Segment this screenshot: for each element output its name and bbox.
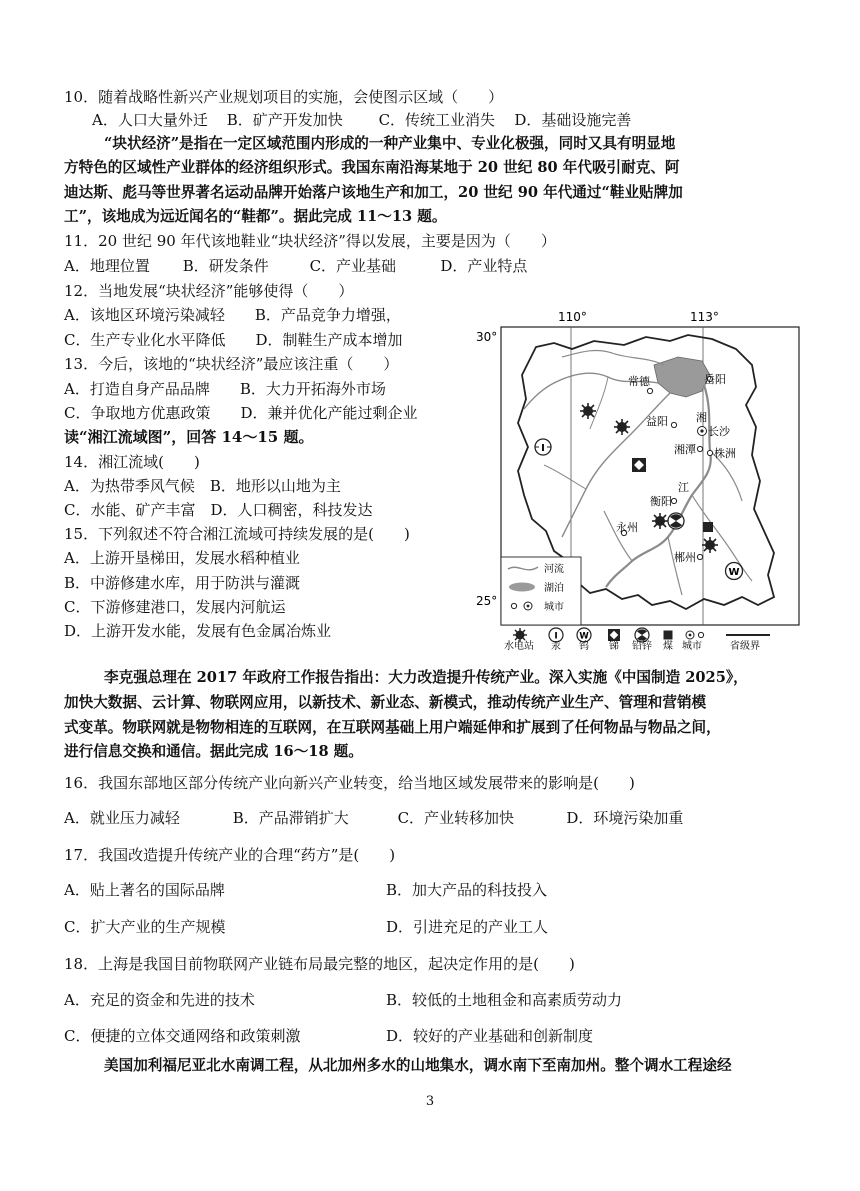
q13-options-row-2: C．争取地方优惠政策 D．兼并优化产能过剩企业 <box>64 404 418 422</box>
q15-option-a: A．上游开垦梯田，发展水稻种植业 <box>64 549 300 567</box>
passage2-line-1: 李克强总理在 2017 年政府工作报告指出：大力改造提升传统产业。深入实施《中国制造 2025》， <box>104 669 748 686</box>
q11-option-b: B．研发条件 <box>182 257 269 275</box>
q17-stem: 17．我国改造提升传统产业的合理“药方”是( ) <box>64 846 396 864</box>
legend-label: 省级界 <box>730 641 760 650</box>
city-label: 永州 <box>616 521 638 534</box>
city-changsha <box>698 424 731 438</box>
legend-coal-icon <box>664 631 673 640</box>
passage3-line-1: 美国加利福尼亚北水南调工程，从北加州多水的山地集水，调水南下至南加州。整个调水工程途经 <box>104 1057 732 1074</box>
antimony-mine-icon <box>632 458 646 472</box>
legend-tungsten-icon <box>577 628 591 642</box>
q18-option-d: D．较好的产业基础和创新制度 <box>386 1027 594 1045</box>
q15-stem: 15．下列叙述不符合湘江流域可持续发展的是( ) <box>64 525 410 543</box>
passage1-line-4: 工”，该地成为远近闻名的“鞋都”。据此完成 11～13 题。 <box>64 208 447 225</box>
hydropower-station-icon <box>580 403 596 419</box>
q16-options <box>64 808 683 828</box>
q10-option-b: B．矿产开发加快 <box>226 111 343 129</box>
city-label: 株洲 <box>714 447 736 460</box>
city-label: 长沙 <box>708 425 730 438</box>
q10-option-d: D．基础设施完善 <box>514 111 632 129</box>
q18-option-a: A．充足的资金和先进的技术 <box>64 991 255 1009</box>
hydropower-station-icon <box>702 537 718 553</box>
tributary-river <box>692 495 752 581</box>
dongting-lake <box>654 357 710 397</box>
svg-text:I: I <box>541 443 545 454</box>
legend-label: 钨 <box>579 641 589 650</box>
q16-option-c: C．产业转移加快 <box>397 809 515 827</box>
legend-label: 锑 <box>609 641 619 650</box>
legend-city-icon <box>686 631 704 639</box>
q16-option-b: B．产品滞销扩大 <box>232 809 349 827</box>
q18-option-c: C．便捷的立体交通网络和政策刺激 <box>64 1027 301 1045</box>
city-xiangtan <box>674 442 703 456</box>
q10-stem: 10．随着战略性新兴产业规划项目的实施，会使图示区域（ ） <box>64 88 504 106</box>
city-label: 衡阳 <box>650 495 672 508</box>
inset-legend <box>501 557 581 625</box>
city-changde <box>628 374 653 394</box>
q12-options-row-1: A．该地区环境污染减轻 B．产品竞争力增强， <box>64 306 401 324</box>
q17-option-d: D．引进充足的产业工人 <box>386 918 549 936</box>
svg-text:W: W <box>728 567 740 578</box>
river-label-xiang: 湘 <box>696 411 707 424</box>
passage2-line-4: 进行信息交换和通信。据此完成 16～18 题。 <box>64 743 363 760</box>
lead-zinc-mine-icon <box>668 513 684 529</box>
q14-options-row-2: C．水能、矿产丰富 D．人口稠密，科技发达 <box>64 501 373 519</box>
inset-legend-lake: 湖泊 <box>544 583 564 594</box>
legend-label: 煤 <box>663 641 673 650</box>
coal-mine-icon <box>703 522 713 532</box>
svg-text:W: W <box>579 631 589 642</box>
q11-option-a: A．地理位置 <box>64 257 150 275</box>
q16-stem: 16．我国东部地区部分传统产业向新兴产业转变，给当地区域发展带来的影响是( ) <box>64 774 635 792</box>
legend-lead-zinc-icon <box>635 628 649 642</box>
legend-label: 城市 <box>682 641 702 650</box>
q11-option-d: D．产业特点 <box>440 257 528 275</box>
city-label: 岳阳 <box>704 373 726 386</box>
bottom-legend <box>504 628 770 650</box>
tributary-river <box>668 537 682 595</box>
q15-option-c: C．下游修建港口，发展内河航运 <box>64 598 286 616</box>
q12-options-row-2: C．生产专业化水平降低 D．制鞋生产成本增加 <box>64 331 403 349</box>
passage2-line-3: 式变革。物联网就是物物相连的互联网，在互联网基础上用户端延伸和扩展到了任何物品与物品之间， <box>64 719 721 736</box>
hydropower-station-icon <box>652 513 668 529</box>
q11-stem: 11．20 世纪 90 年代该地鞋业“块状经济”得以发展，主要是因为（ ） <box>64 232 556 250</box>
city-label: 郴州 <box>674 551 696 564</box>
legend-label: 水电站 <box>504 641 534 650</box>
city-chenzhou <box>674 550 703 564</box>
lat-label-30: 30° <box>476 330 498 344</box>
legend-hydropower-icon <box>513 628 527 642</box>
q16-option-d: D．环境污染加重 <box>566 809 684 827</box>
q15-option-b: B．中游修建水库，用于防洪与灌溉 <box>64 574 301 592</box>
legend-label: 铅锌 <box>632 641 652 650</box>
legend-mercury-icon <box>549 628 563 642</box>
q14-options-row-1: A．为热带季风气候 B．地形以山地为主 <box>64 477 341 495</box>
xiangjiang-basin-map <box>474 305 804 650</box>
city-yongzhou <box>616 521 638 536</box>
page-number: 3 <box>425 1094 435 1109</box>
passage2-line-2: 加快大数据、云计算、物联网应用，以新技术、新业态、新模式，推动传统产业生产、管理和营销模 <box>64 694 707 711</box>
legend-antimony-icon <box>608 629 620 641</box>
q14-stem: 14．湘江流域( ) <box>64 453 200 471</box>
q18-stem: 18．上海是我国目前物联网产业链布局最完整的地区，起决定作用的是( ) <box>64 955 575 973</box>
passage1-line-3: 迪达斯、彪马等世界著名运动品牌开始落户该地生产和加工，20 世纪 90 年代通过“鞋业贴牌加 <box>64 184 683 201</box>
q16-option-a: A．就业压力减轻 <box>64 809 180 827</box>
q13-options-row-1: A．打造自身产品品牌 B．大力开拓海外市场 <box>64 380 386 398</box>
tributary-river <box>544 465 586 489</box>
q17-option-a: A．贴上著名的国际品牌 <box>64 881 225 899</box>
q11-option-c: C．产业基础 <box>309 257 397 275</box>
mercury-mine-icon <box>535 439 551 455</box>
q11-options <box>64 256 527 276</box>
city-label: 湘潭 <box>674 443 696 456</box>
city-yiyang <box>646 415 677 428</box>
q13-stem: 13．今后，该地的“块状经济”最应该注重（ ） <box>64 355 399 373</box>
tributary-river <box>590 377 608 429</box>
q12-stem: 12．当地发展“块状经济”能够使得（ ） <box>64 282 354 300</box>
lat-label-25: 25° <box>476 594 498 608</box>
map-intro: 读“湘江流域图”，回答 14～15 题。 <box>64 428 314 446</box>
tungsten-mine-icon <box>726 563 743 580</box>
q15-option-d: D．上游开发水能，发展有色金属冶炼业 <box>64 622 332 640</box>
river-label-jiang: 江 <box>678 481 689 494</box>
q10-options <box>92 110 631 130</box>
passage1-line-2: 方特色的区域性产业群体的经济组织形式。我国东南沿海某地于 20 世纪 80 年代吸引耐克、阿 <box>64 159 680 176</box>
city-label: 益阳 <box>646 415 668 428</box>
svg-text:I: I <box>554 631 558 642</box>
city-yueyang <box>704 372 726 386</box>
q18-option-b: B．较低的土地租金和高素质劳动力 <box>386 991 623 1009</box>
lon-label-113: 113° <box>690 310 719 324</box>
hydropower-station-icon <box>614 419 630 435</box>
tributary-river <box>604 511 632 561</box>
city-hengyang <box>650 495 677 508</box>
city-label: 常德 <box>628 375 650 388</box>
q10-option-c: C．传统工业消失 <box>378 111 496 129</box>
lishui-river <box>562 350 664 365</box>
inset-legend-city: 城市 <box>544 602 564 613</box>
inset-legend-river: 河流 <box>544 564 564 575</box>
legend-label: 汞 <box>551 641 561 650</box>
passage1-line-1: “块状经济”是指在一定区域范围内形成的一种产业集中、专业化极强，同时又具有明显地 <box>104 135 676 152</box>
q10-option-a: A．人口大量外迁 <box>92 111 208 129</box>
q17-option-c: C．扩大产业的生产规模 <box>64 918 226 936</box>
lon-label-110: 110° <box>558 310 587 324</box>
q17-option-b: B．加大产品的科技投入 <box>386 881 548 899</box>
